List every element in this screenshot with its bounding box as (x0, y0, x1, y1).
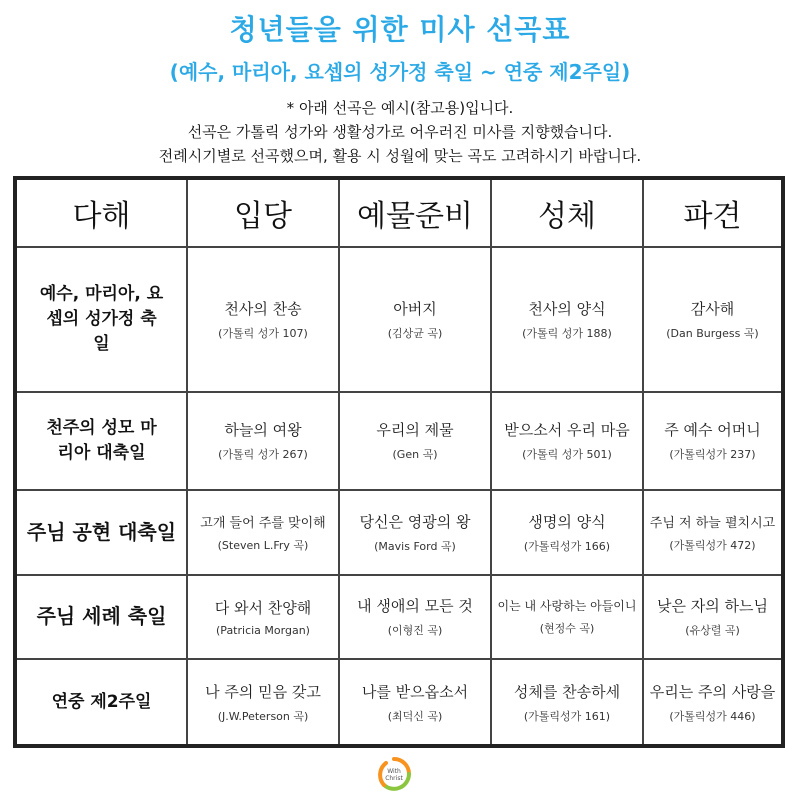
table-cell (339, 392, 491, 490)
song-reference: (이형진 곡) (387, 624, 443, 638)
song-title: 고개 들어 주를 맞이해 (200, 515, 326, 531)
song-title: 이는 내 사랑하는 아들이니 (497, 599, 637, 614)
note-line: * 아래 선곡은 예시(참고용)입니다. (286, 99, 514, 117)
column-header-communion: 성체 (491, 178, 643, 247)
table-cell (339, 575, 491, 660)
table-cell (339, 247, 491, 392)
table-cell (491, 247, 643, 392)
song-title: 하늘의 여왕 (224, 421, 302, 440)
song-title: 받으소서 우리 마음 (504, 421, 630, 440)
song-title: 천사의 찬송 (224, 299, 302, 318)
song-reference: (Steven L.Fry 곡) (217, 538, 309, 552)
song-title: 나 주의 믿음 갖고 (205, 682, 321, 701)
notes (0, 96, 800, 168)
song-reference: (가톨릭성가 237) (669, 448, 756, 462)
song-title: 다 와서 찬양해 (214, 598, 312, 617)
song-reference: (Dan Burgess 곡) (666, 326, 759, 340)
song-reference: (가톨릭 성가 188) (522, 326, 612, 340)
table-cell (643, 575, 783, 660)
song-title: 우리의 제물 (376, 421, 454, 440)
column-header-entrance: 입당 (187, 178, 339, 247)
table-header-row (15, 178, 783, 247)
table-cell (491, 575, 643, 660)
table-cell (643, 490, 783, 575)
note-line: 선곡은 가톨릭 성가와 생활성가로 어우러진 미사를 지향했습니다. (187, 123, 613, 141)
table-cell (187, 490, 339, 575)
column-header-offertory: 예물준비 (339, 178, 491, 247)
table-row (15, 247, 783, 392)
song-reference: (가톨릭성가 161) (523, 709, 611, 723)
page-title: 청년들을 위한 미사 선곡표 (229, 13, 571, 46)
table-row (15, 392, 783, 490)
song-reference: (Patricia Morgan) (216, 623, 310, 637)
song-reference: (최덕신 곡) (387, 709, 443, 723)
song-title: 감사해 (690, 299, 735, 318)
table-cell (339, 490, 491, 575)
song-title: 우리는 주의 사랑을 (649, 682, 776, 701)
song-reference: (김상균 곡) (387, 326, 443, 340)
page-subtitle: (예수, 마리아, 요셉의 성가정 축일 ~ 연중 제2주일) (169, 60, 631, 84)
logo-text-line: With (387, 768, 401, 775)
song-reference: (유상렬 곡) (685, 624, 740, 638)
song-title: 성체를 찬송하세 (513, 682, 621, 701)
table-cell (187, 659, 339, 746)
note-line: 전례시기별로 선곡했으며, 활용 시 성월에 맞는 곡도 고려하시기 바랍니다. (158, 147, 642, 165)
table-cell (643, 247, 783, 392)
table-cell (187, 575, 339, 660)
song-reference: (가톨릭성가 166) (523, 539, 611, 553)
table-row (15, 575, 783, 660)
song-reference: (가톨릭 성가 501) (522, 448, 612, 462)
song-reference: (가톨릭 성가 107) (218, 326, 308, 340)
table-row (15, 659, 783, 746)
table-cell (491, 490, 643, 575)
song-title: 주님 저 하늘 펼치시고 (649, 515, 776, 531)
column-header-year: 다해 (15, 178, 187, 247)
table-cell (187, 247, 339, 392)
song-reference: (현정수 곡) (539, 622, 595, 636)
song-title: 당신은 영광의 왕 (359, 512, 471, 531)
song-title: 생명의 양식 (528, 512, 606, 531)
row-label: 주님 세례 축일 (15, 575, 187, 660)
song-title: 아버지 (393, 299, 437, 318)
song-reference: (Mavis Ford 곡) (374, 539, 456, 553)
song-reference: (가톨릭 성가 267) (218, 448, 308, 462)
row-label: 연중 제2주일 (15, 659, 187, 746)
song-title: 나를 받으옵소서 (361, 682, 469, 701)
song-title: 내 생애의 모든 것 (357, 597, 473, 616)
row-label: 천주의 성모 마리아 대축일 (15, 392, 187, 490)
table-cell (491, 392, 643, 490)
song-reference: (Gen 곡) (392, 448, 438, 462)
column-header-dismissal: 파견 (643, 178, 783, 247)
with-christ-logo-icon (376, 756, 412, 792)
song-reference: (가톨릭성가 472) (669, 538, 756, 552)
logo-text-line: Christ (385, 775, 403, 782)
row-label: 주님 공현 대축일 (15, 490, 187, 575)
table-cell (643, 659, 783, 746)
table-cell (187, 392, 339, 490)
song-title: 낮은 자의 하느님 (657, 597, 768, 616)
table-row (15, 490, 783, 575)
song-title: 천사의 양식 (528, 299, 606, 318)
song-title: 주 예수 어머니 (664, 421, 761, 440)
song-table (13, 176, 785, 748)
row-label: 예수, 마리아, 요셉의 성가정 축일 (15, 247, 187, 392)
table-cell (491, 659, 643, 746)
table-cell (643, 392, 783, 490)
song-reference: (J.W.Peterson 곡) (217, 709, 309, 723)
song-reference: (가톨릭성가 446) (669, 709, 756, 723)
table-cell (339, 659, 491, 746)
